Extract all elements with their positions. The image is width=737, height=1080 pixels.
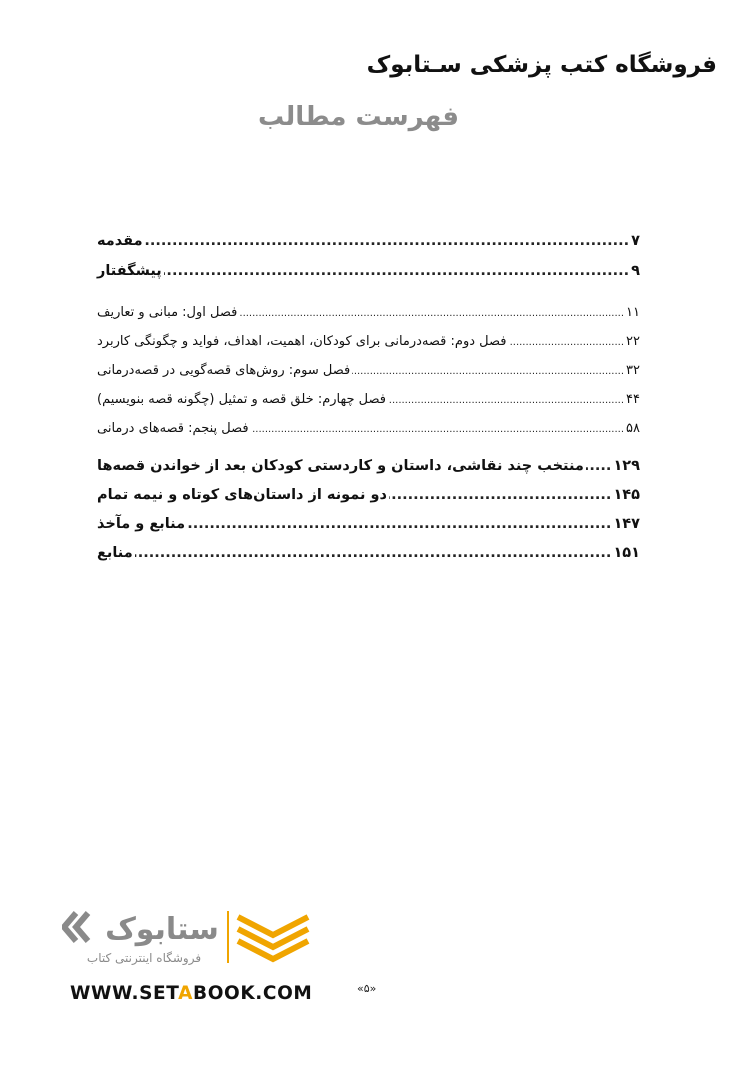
toc-entry[interactable] <box>97 487 640 503</box>
website-url[interactable] <box>70 983 312 1004</box>
toc-entry[interactable] <box>97 392 640 407</box>
toc-entry-page: ۱۲۹ <box>613 458 640 474</box>
dot-leader <box>164 263 629 279</box>
toc-entry-label: منابع و مآخذ <box>97 516 186 532</box>
toc-entry-label: پیشگفتار <box>97 263 162 279</box>
url-part-1: WWW.SET <box>70 983 179 1004</box>
setabook-logo <box>62 905 312 975</box>
dot-leader <box>352 366 624 377</box>
toc-entry-page: ۱۴۵ <box>613 487 640 503</box>
toc-entry-page: ۱۱ <box>626 305 640 320</box>
toc-entry[interactable] <box>97 305 640 320</box>
toc-entry-page: ۹ <box>631 263 640 279</box>
url-part-3: BOOK.COM <box>193 983 313 1004</box>
toc-entry[interactable] <box>97 263 640 279</box>
toc-entry-label: فصل دوم: قصه‌درمانی برای کودکان، اهمیت، اهداف، فواید و چگونگی کاربرد <box>97 334 507 349</box>
toc-entry-label: مقدمه <box>97 233 143 249</box>
toc-entry-page: ۳۲ <box>626 363 640 378</box>
toc-title: فهرست مطالب <box>258 102 459 132</box>
toc-entry-page: ۲۲ <box>626 334 640 349</box>
dot-leader <box>145 233 630 249</box>
url-part-2: A <box>178 983 194 1004</box>
store-title: فروشگاه کتب پزشکی سـتابوک <box>366 52 717 78</box>
toc-entry[interactable] <box>97 516 640 532</box>
logo-graphic <box>62 905 312 975</box>
toc-entry-label: فصل سوم: روش‌های قصه‌گویی در قصه‌درمانی <box>97 363 351 378</box>
toc-entry-label: منتخب چند نقاشی، داستان و کاردستی کودکان بعد از خواندن قصه‌ها <box>97 458 584 474</box>
toc-entry-page: ۱۵۱ <box>613 545 640 561</box>
dot-leader <box>509 337 625 348</box>
toc-entry[interactable] <box>97 233 640 249</box>
toc-entry-page: ۵۸ <box>626 421 640 436</box>
toc-entry[interactable] <box>97 545 640 561</box>
logo-tagline: فروشگاه اینترنتی کتاب <box>86 951 202 965</box>
toc-entry[interactable] <box>97 458 640 474</box>
toc-entry[interactable] <box>97 334 640 349</box>
toc-entry[interactable] <box>97 363 640 378</box>
toc-entry-label: منابع <box>97 545 133 561</box>
logo-wordmark: ستابوک <box>105 912 219 947</box>
dot-leader <box>251 424 624 435</box>
toc-entry-label: فصل چهارم: خلق قصه و تمثیل (چگونه قصه بنویسیم) <box>97 392 386 407</box>
toc-entry-label: فصل اول: مبانی و تعاریف <box>97 305 238 320</box>
toc-entry-page: ۷ <box>631 233 640 249</box>
toc-entry[interactable] <box>97 421 640 436</box>
dot-leader <box>135 545 612 561</box>
dot-leader <box>239 308 624 319</box>
page-number: «۵» <box>357 982 377 995</box>
toc-entry-label: دو نمونه از داستان‌های کوتاه و نیمه تمام <box>97 487 387 503</box>
dot-leader <box>187 516 611 532</box>
dot-leader <box>388 395 624 406</box>
toc-entry-label: فصل پنجم: قصه‌های درمانی <box>97 421 249 436</box>
toc-entry-page: ۴۴ <box>626 392 640 407</box>
toc-entry-page: ۱۴۷ <box>613 516 640 532</box>
dot-leader <box>389 487 612 503</box>
dot-leader <box>586 458 612 474</box>
